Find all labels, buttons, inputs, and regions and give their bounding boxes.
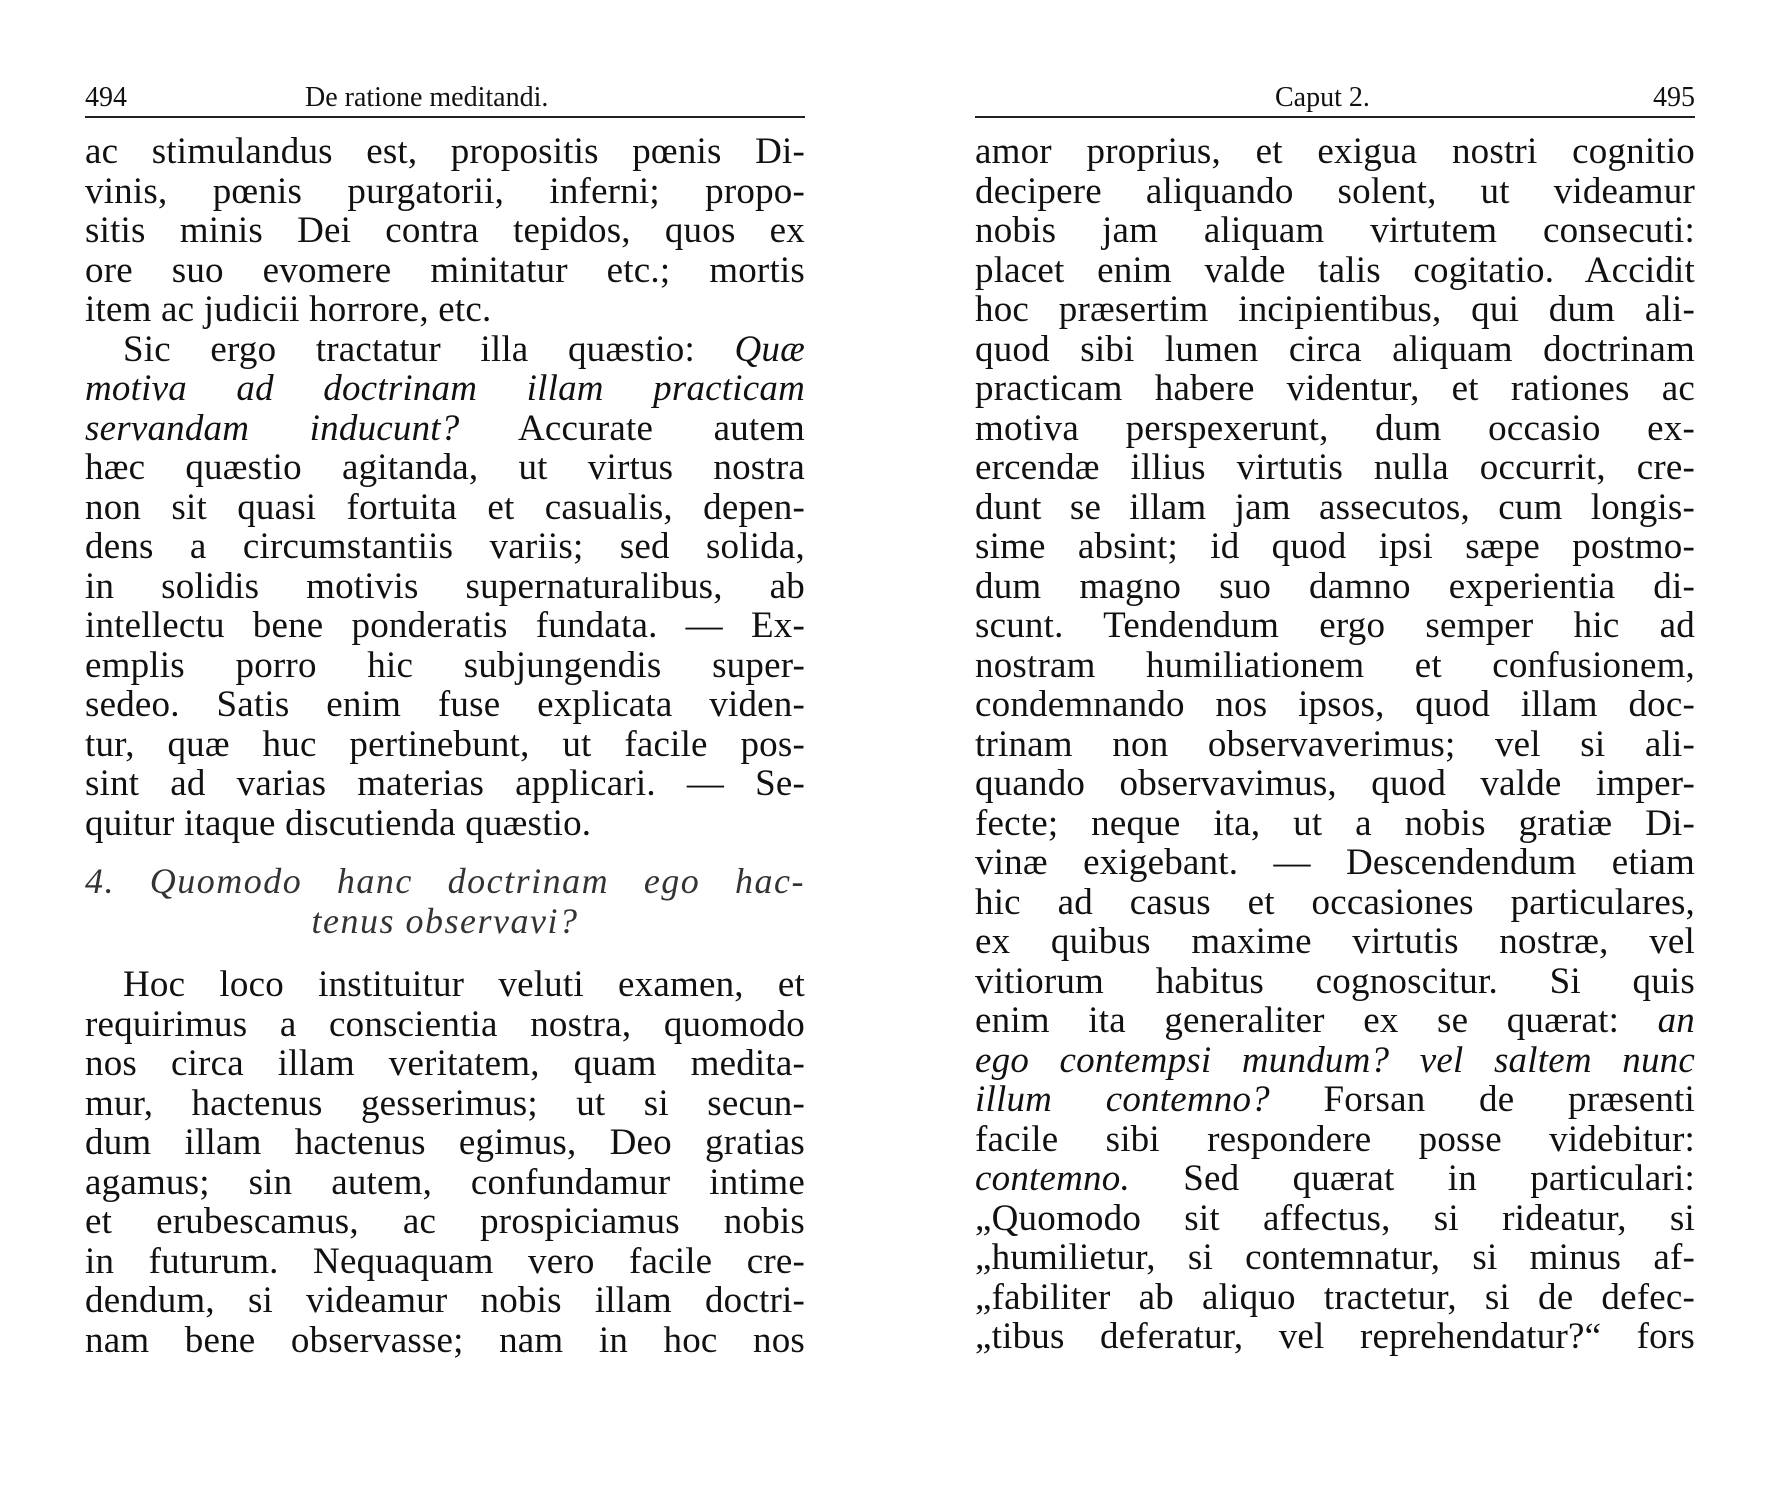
text-line	[85, 409, 805, 449]
text-line: sime absint; id quod ipsi sæpe postmo-	[975, 526, 1695, 567]
text-line: item ac judicii horrore, etc.	[85, 289, 492, 330]
right-page-number: 495	[1653, 82, 1695, 113]
text-line	[975, 1159, 1695, 1199]
italic-answer: contemno.	[975, 1158, 1130, 1199]
text-line: ore suo evomere minitatur etc.; mortis	[85, 249, 805, 291]
left-paragraph-1	[85, 132, 805, 330]
text-line: sitis minis Dei contra tepidos, quos ex	[85, 210, 805, 251]
italic-question: motiva ad doctrinam illam practicam	[85, 368, 805, 409]
text-line: vinis, pœnis purgatorii, inferni; propo-	[85, 170, 805, 212]
text-line: intellectu bene ponderatis fundata. — Ex-	[85, 605, 805, 646]
right-page	[975, 76, 1695, 1357]
right-running-title: Caput 2.	[1275, 82, 1370, 113]
right-body-text	[975, 132, 1695, 1357]
text-line: dens a circumstantiis variis; sed solida,	[85, 526, 805, 567]
text-line: hæc quæstio agitanda, ut virtus nostra	[85, 447, 805, 488]
text-line: quando observavimus, quod valde imper-	[975, 763, 1695, 804]
left-page	[85, 76, 805, 1360]
text-line: hic ad casus et occasiones particulares,	[975, 881, 1695, 923]
italic-question: an	[1657, 1000, 1695, 1041]
text-line: in solidis motivis supernaturalibus, ab	[85, 565, 805, 607]
text-line: nos circa illam veritatem, quam medita-	[85, 1043, 805, 1084]
section-heading-continued: tenus observavi?	[311, 901, 579, 941]
text-line: nobis jam aliquam virtutem consecuti:	[975, 210, 1695, 251]
text-line: dendum, si videamur nobis illam doctri-	[85, 1280, 805, 1321]
text-line: practicam habere videntur, et rationes ac	[975, 368, 1695, 409]
text-line: facile sibi respondere posse videbitur:	[975, 1118, 1695, 1160]
text-line: trinam non observaverimus; vel si ali-	[975, 723, 1695, 765]
text-line: vitiorum habitus cognoscitur. Si quis	[975, 960, 1695, 1002]
text-line: „humilietur, si contemnatur, si minus af-	[975, 1237, 1695, 1278]
text-line: requirimus a conscientia nostra, quomodo	[85, 1003, 805, 1045]
text-line: „tibus deferatur, vel reprehendatur?“ fors	[975, 1316, 1695, 1357]
text-line	[85, 330, 805, 370]
text-line: mur, hactenus gesserimus; ut si secun-	[85, 1082, 805, 1124]
line-text: Sic ergo tractatur illa quæstio:	[123, 328, 735, 370]
line-text: enim ita generaliter ex se quærat:	[975, 1000, 1658, 1041]
text-line: in futurum. Nequaquam vero facile cre-	[85, 1240, 805, 1282]
text-line: vinæ exigebant. — Descendendum etiam	[975, 842, 1695, 883]
text-line: „fabiliter ab aliquo tractetur, si de defec-	[975, 1276, 1695, 1318]
section-heading: 4. Quomodo hanc doctrinam ego hac-	[85, 861, 805, 901]
text-line	[975, 1001, 1695, 1041]
left-page-number: 494	[85, 82, 127, 113]
text-line: „Quomodo sit affectus, si rideatur, si	[975, 1197, 1695, 1239]
text-line: tur, quæ huc pertinebunt, ut facile pos-	[85, 723, 805, 765]
text-line: placet enim valde talis cogitatio. Accidit	[975, 249, 1695, 291]
text-line: condemnando nos ipsos, quod illam doc-	[975, 684, 1695, 725]
text-line	[975, 1041, 1695, 1081]
text-line: Hoc loco instituitur veluti examen, et	[123, 964, 805, 1005]
text-line: agamus; sin autem, confundamur intime	[85, 1161, 805, 1203]
text-line: quitur itaque discutienda quæstio.	[85, 802, 592, 844]
line-text: Accurate autem	[459, 407, 805, 449]
text-line: quod sibi lumen circa aliquam doctrinam	[975, 328, 1695, 370]
text-line: emplis porro hic subjungendis super-	[85, 644, 805, 686]
left-page-header	[85, 76, 805, 118]
text-line: ercendæ illius virtutis nulla occurrit, cre-	[975, 447, 1695, 488]
line-text: Sed quærat in particulari:	[1129, 1158, 1695, 1199]
text-line: decipere aliquando solent, ut videamur	[975, 170, 1695, 212]
left-paragraph-2	[85, 330, 805, 844]
text-line	[85, 369, 805, 409]
italic-question: servandam inducunt?	[85, 407, 460, 449]
text-line: nostram humiliationem et confusionem,	[975, 644, 1695, 686]
text-line: fecte; neque ita, ut a nobis gratiæ Di-	[975, 802, 1695, 844]
text-line: hoc præsertim incipientibus, qui dum ali-	[975, 289, 1695, 330]
text-line: motiva perspexerunt, dum occasio ex-	[975, 407, 1695, 449]
left-running-title: De ratione meditandi.	[305, 82, 549, 113]
text-line: sint ad varias materias applicari. — Se-	[85, 763, 805, 804]
text-line: sedeo. Satis enim fuse explicata viden-	[85, 684, 805, 725]
text-line: dum magno suo damno experientia di-	[975, 565, 1695, 607]
italic-question: ego contempsi mundum? vel saltem nunc	[975, 1039, 1695, 1081]
right-page-header	[975, 76, 1695, 118]
text-line: ex quibus maxime virtutis nostræ, vel	[975, 921, 1695, 962]
italic-question: Quæ	[734, 328, 805, 370]
text-line: dum illam hactenus egimus, Deo gratias	[85, 1122, 805, 1163]
text-line: et erubescamus, ac prospiciamus nobis	[85, 1201, 805, 1242]
text-line: non sit quasi fortuita et casualis, depen-	[85, 486, 805, 528]
text-line: ac stimulandus est, propositis pœnis Di-	[85, 131, 805, 172]
left-paragraph-3	[85, 965, 805, 1360]
text-line: amor proprius, et exigua nostri cognitio	[975, 131, 1695, 172]
text-line: dunt se illam jam assecutos, cum longis-	[975, 486, 1695, 528]
text-line: scunt. Tendendum ergo semper hic ad	[975, 605, 1695, 646]
italic-question: illum contemno?	[975, 1079, 1270, 1120]
text-line: nam bene observasse; nam in hoc nos	[85, 1319, 805, 1361]
line-text: Forsan de præsenti	[1269, 1079, 1696, 1120]
text-line	[975, 1080, 1695, 1120]
